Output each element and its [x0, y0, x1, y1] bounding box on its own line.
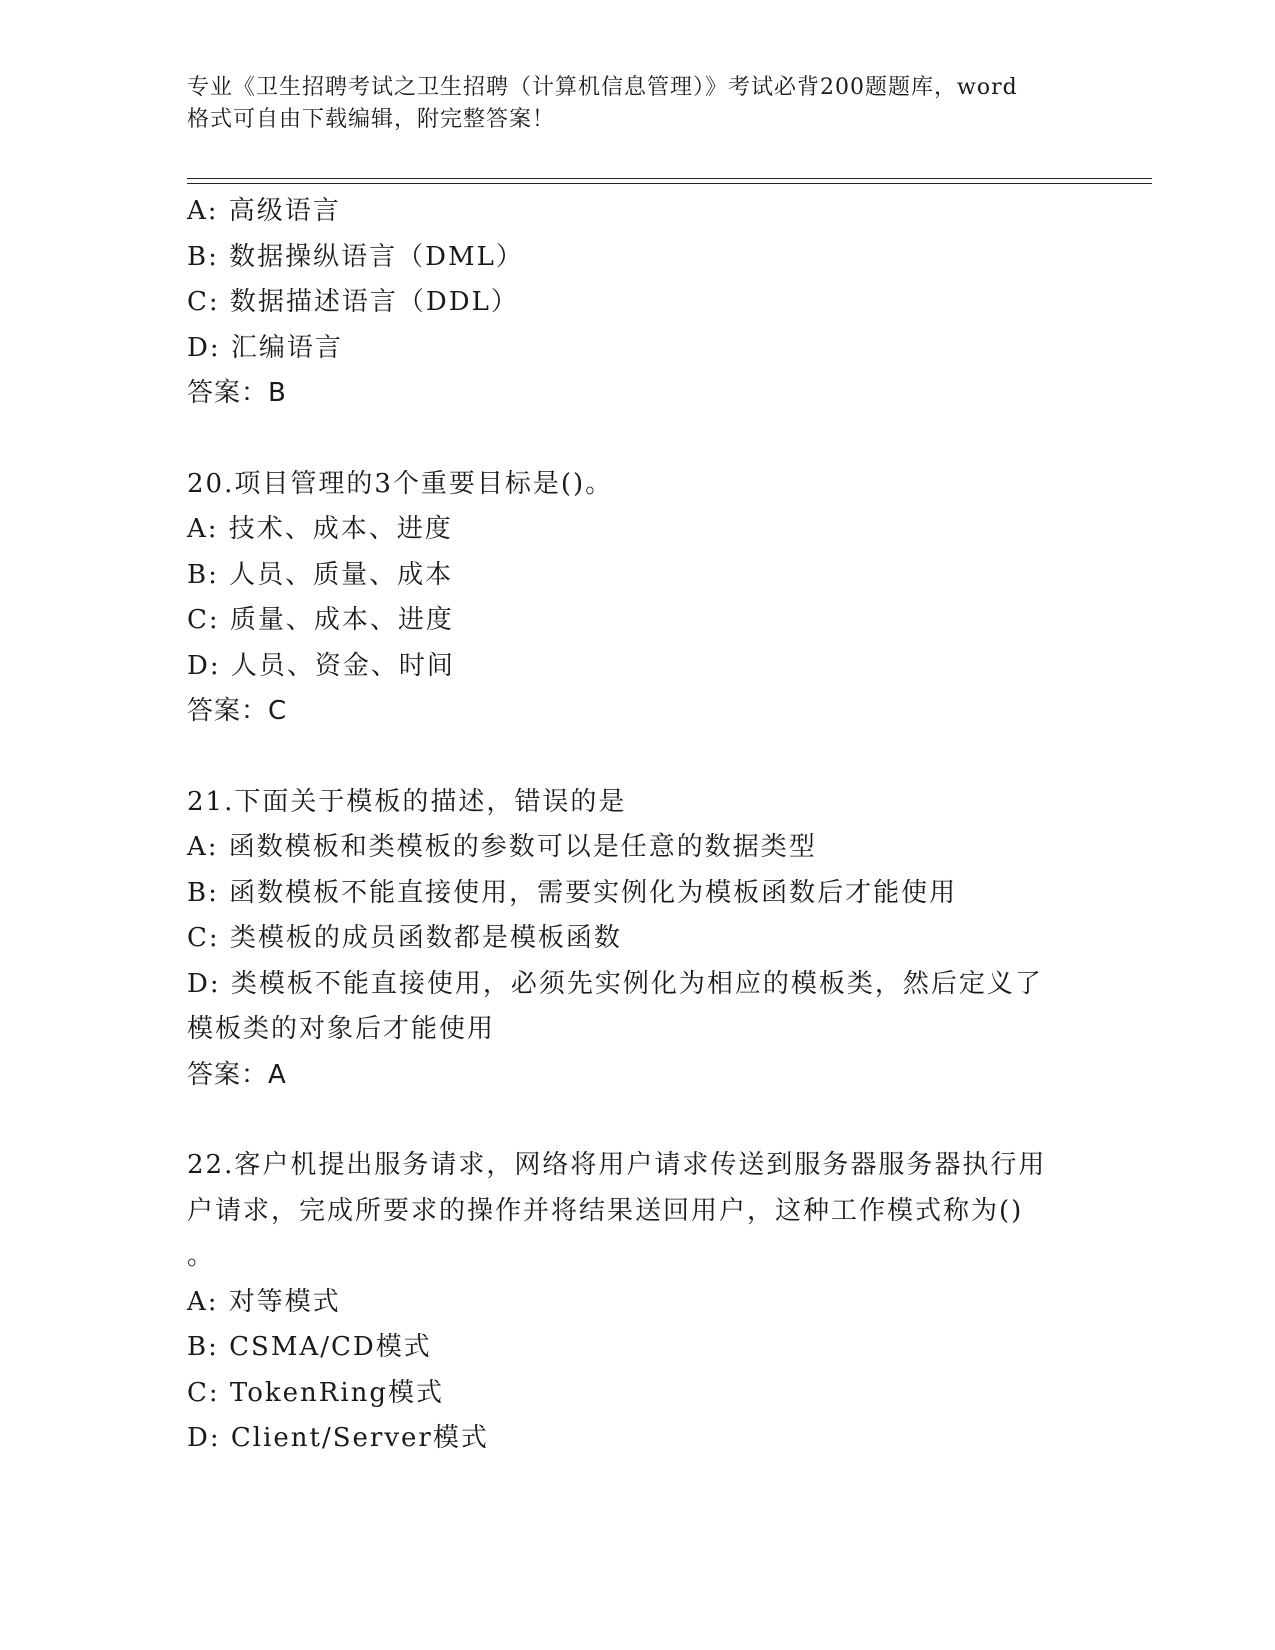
- option-d: D: 人员、资金、时间: [187, 650, 455, 681]
- spacer: [187, 417, 1087, 462]
- option-b: B: CSMA/CD模式: [187, 1332, 432, 1362]
- question-22-text-line-1: 22.客户机提出服务请求，网络将用户请求传送到服务器服务器执行用: [187, 1150, 1047, 1180]
- header-line-2: 格式可自由下载编辑，附完整答案！: [187, 107, 556, 132]
- option-d: D: Client/Server模式: [187, 1423, 489, 1453]
- header-divider-top: [187, 178, 1152, 179]
- option-c: C: 质量、成本、进度: [187, 605, 454, 635]
- option-d: D: 类模板不能直接使用，必须先实例化为相应的模板类，然后定义了: [187, 968, 1043, 999]
- spacer: [187, 735, 1087, 780]
- document-header: [187, 72, 1087, 136]
- option-c: C: TokenRing模式: [187, 1377, 445, 1408]
- question-22-text-line-2: 户请求，完成所要求的操作并将结果送回用户，这种工作模式称为(): [187, 1195, 1024, 1226]
- option-c: C: 类模板的成员函数都是模板函数: [187, 923, 622, 953]
- question-22-block: [187, 1143, 1087, 1462]
- option-d-continued: 模板类的对象后才能使用: [187, 1014, 496, 1044]
- question-22-text-line-3: 。: [187, 1241, 216, 1271]
- answer-21: 答案：A: [187, 1059, 287, 1090]
- option-d: D: 汇编语言: [187, 332, 343, 363]
- option-a: A: 函数模板和类模板的参数可以是任意的数据类型: [187, 832, 817, 862]
- option-a: A: 对等模式: [187, 1286, 341, 1317]
- option-c: C: 数据描述语言（DDL）: [187, 287, 519, 317]
- question-19-block: [187, 189, 1087, 417]
- option-a: A: 高级语言: [187, 196, 341, 226]
- question-21-text: 21.下面关于模板的描述，错误的是: [187, 786, 627, 817]
- spacer: [187, 1098, 1087, 1143]
- option-b: B: 人员、质量、成本: [187, 559, 454, 590]
- option-b: B: 数据操纵语言（DML）: [187, 241, 524, 272]
- header-line-1: 专业《卫生招聘考试之卫生招聘（计算机信息管理）》考试必背200题题库，word: [187, 75, 1018, 100]
- question-21-block: [187, 780, 1087, 1099]
- option-a: A: 技术、成本、进度: [187, 514, 453, 544]
- header-divider-bottom: [187, 183, 1152, 184]
- question-20-text: 20.项目管理的3个重要目标是()。: [187, 468, 614, 499]
- question-list: [187, 189, 1087, 1462]
- answer-20: 答案：C: [187, 696, 288, 726]
- answer-19: 答案：B: [187, 378, 287, 408]
- option-b: B: 函数模板不能直接使用，需要实例化为模板函数后才能使用: [187, 877, 958, 908]
- question-20-block: [187, 462, 1087, 735]
